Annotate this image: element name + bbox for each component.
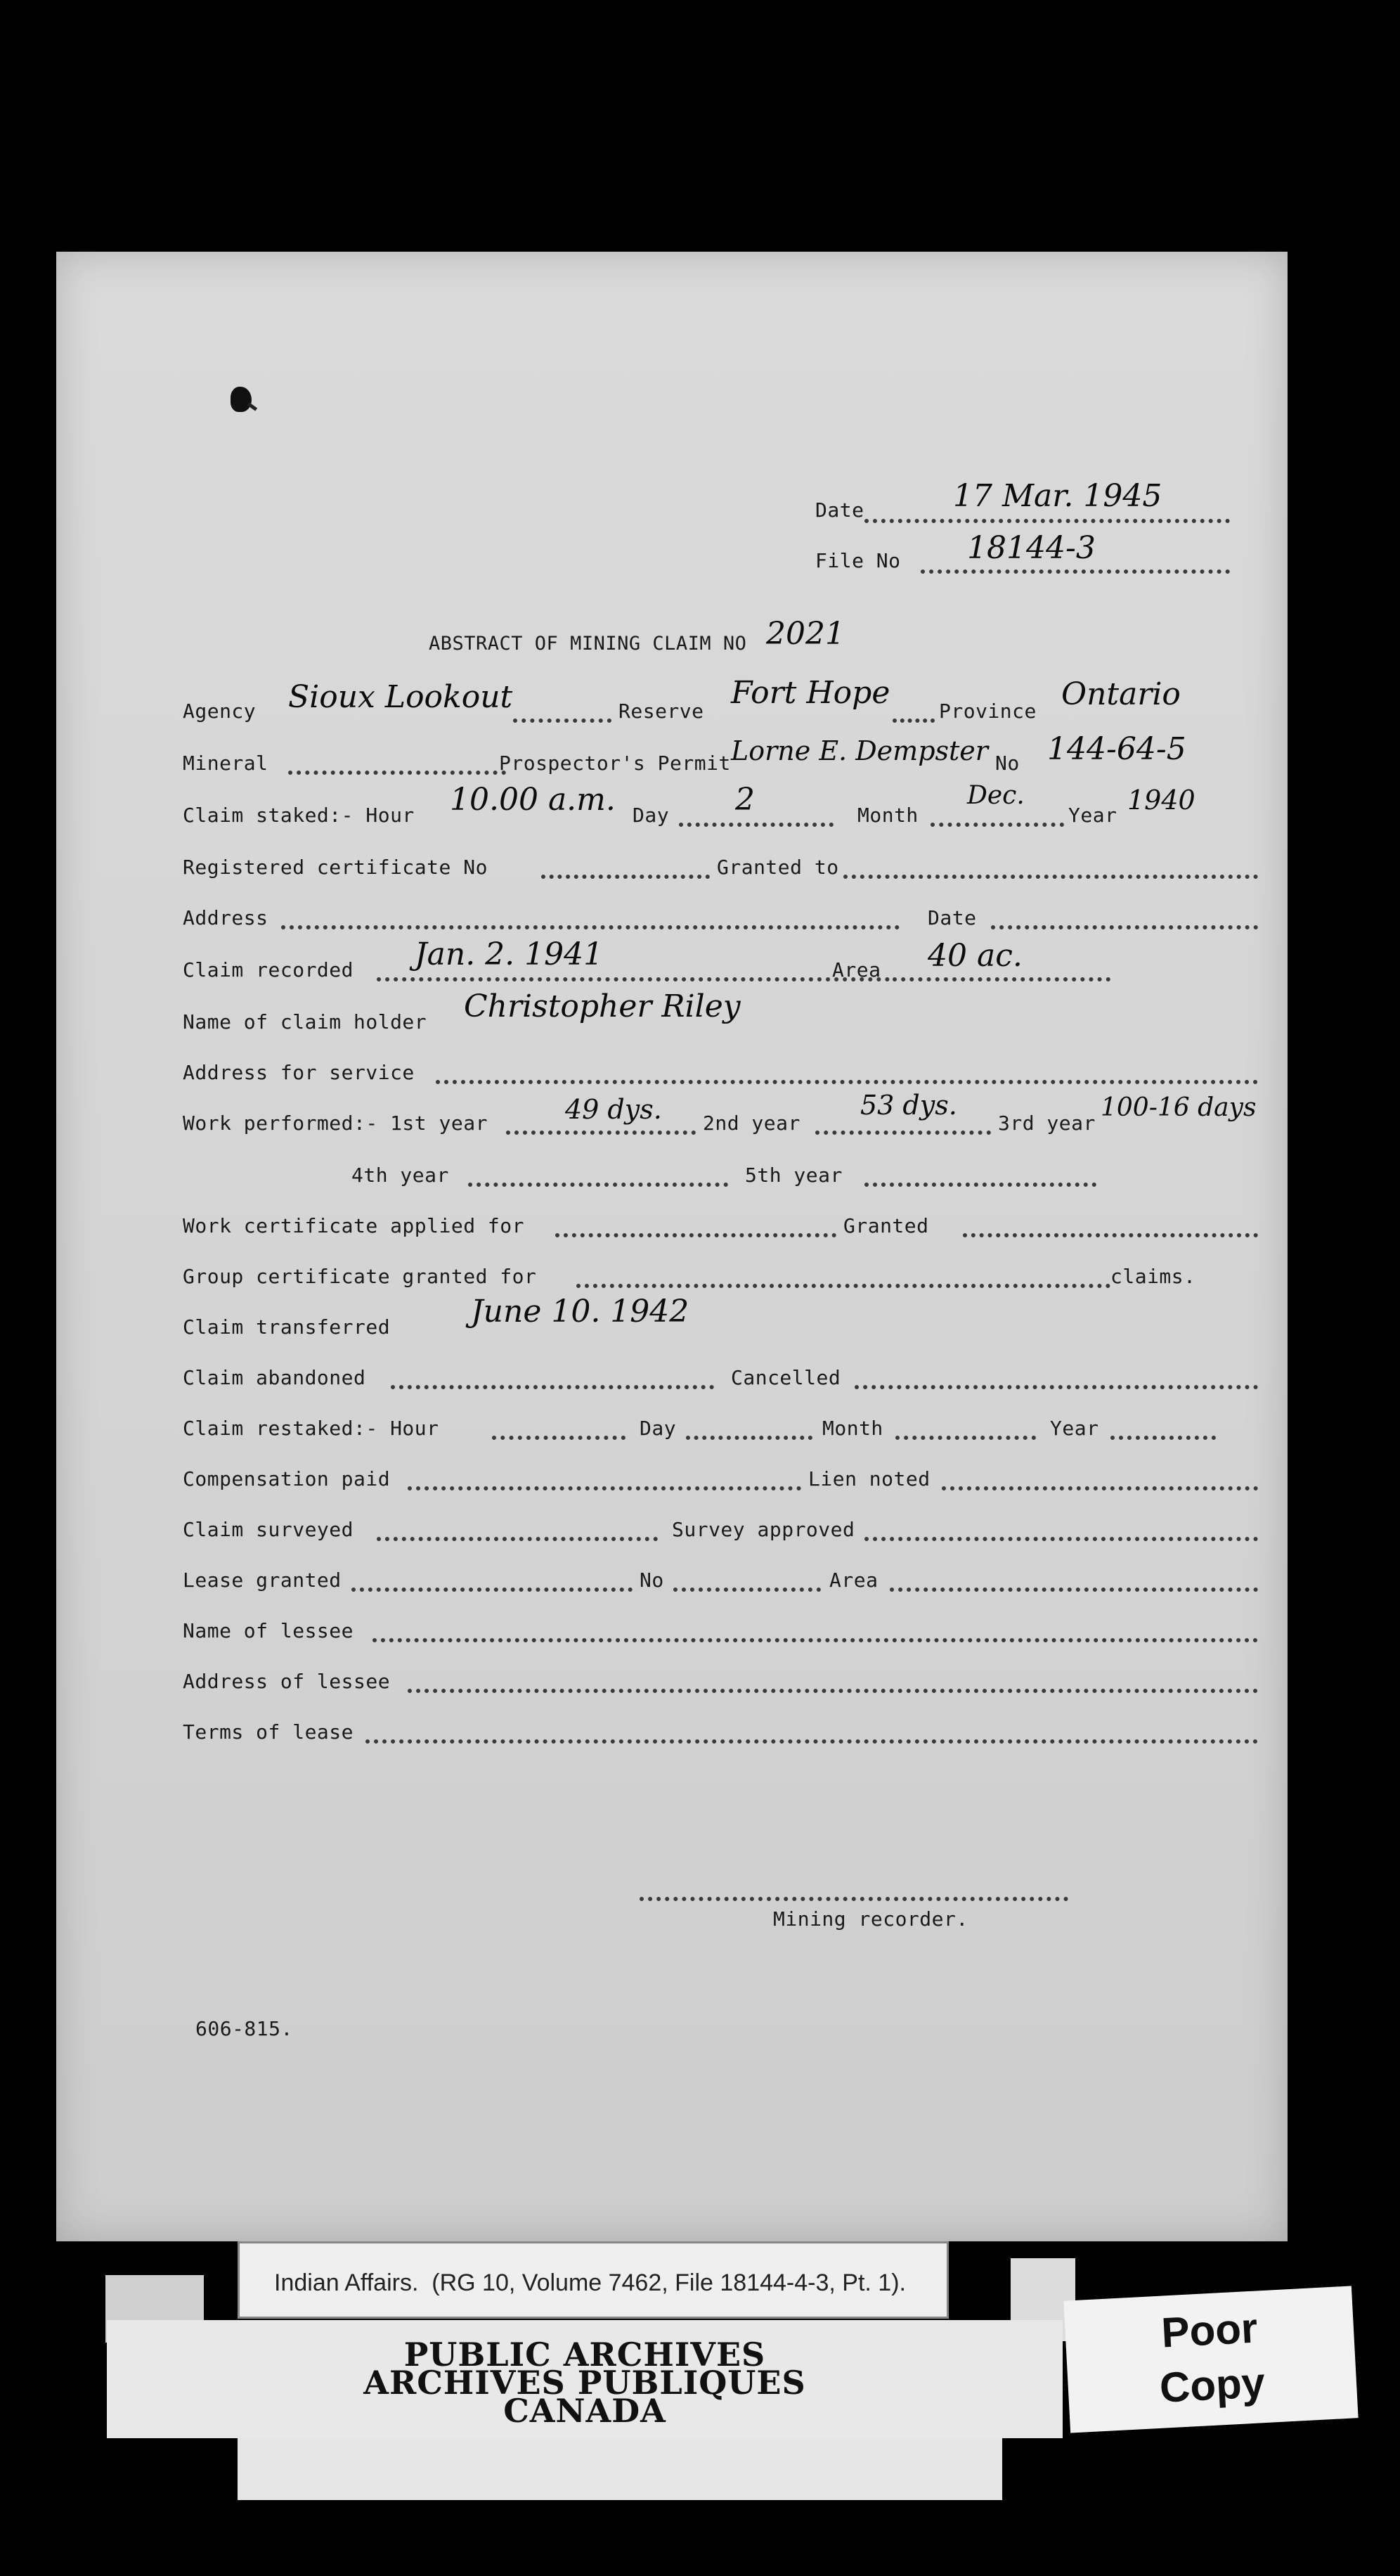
work-performed-label: Work performed:- 1st year (183, 1112, 488, 1135)
granted-to-line (843, 875, 1258, 879)
compensation-label: Compensation paid (183, 1467, 391, 1490)
lease-no-line (673, 1588, 821, 1592)
area-line (893, 977, 1110, 981)
granted-line (963, 1233, 1258, 1237)
work-y2-line (815, 1131, 991, 1135)
work-y5-label: 5th year (745, 1164, 843, 1187)
recorded-label: Claim recorded (183, 958, 354, 981)
cancelled-line (855, 1385, 1258, 1389)
abandoned-label: Claim abandoned (183, 1366, 366, 1389)
address-line (281, 925, 900, 929)
address-date-line (991, 925, 1258, 929)
registered-cert-line (541, 875, 710, 879)
poor-copy-line1: Poor (1160, 2304, 1259, 2357)
date-label: Date (815, 498, 864, 522)
surveyed-label: Claim surveyed (183, 1518, 354, 1541)
group-cert-label: Group certificate granted for (183, 1265, 537, 1288)
date-value: 17 Mar. 1945 (953, 478, 1162, 514)
staked-day-value: 2 (735, 782, 755, 818)
restaked-month-label: Month (822, 1417, 883, 1440)
staked-label: Claim staked:- Hour (183, 804, 415, 827)
work-y4-label: 4th year (351, 1164, 449, 1187)
address-label: Address (183, 906, 268, 929)
transferred-label: Claim transferred (183, 1315, 391, 1339)
staked-year-value: 1940 (1127, 785, 1195, 816)
survey-approved-label: Survey approved (672, 1518, 855, 1541)
area-value: 40 ac. (928, 938, 1023, 974)
work-cert-line (555, 1233, 836, 1237)
reserve-label: Reserve (618, 700, 704, 723)
work-y3-label: 3rd year (998, 1112, 1096, 1135)
date-line (864, 519, 1230, 523)
file-no-value: 18144-3 (967, 530, 1096, 566)
staked-month-line (931, 823, 1064, 827)
poor-copy-line2: Copy (1158, 2359, 1266, 2411)
mineral-label: Mineral (183, 752, 268, 775)
restaked-label: Claim restaked:- Hour (183, 1417, 439, 1440)
province-value: Ontario (1061, 676, 1181, 712)
recorder-signature-line (640, 1897, 1068, 1901)
poor-copy-label (1063, 2286, 1358, 2433)
registered-cert-label: Registered certificate No (183, 856, 488, 879)
permit-no-value: 144-64-5 (1047, 731, 1186, 767)
lessee-name-label: Name of lessee (183, 1619, 354, 1642)
granted-to-label: Granted to (717, 856, 839, 879)
claims-label: claims. (1110, 1265, 1196, 1288)
cancelled-label: Cancelled (731, 1366, 841, 1389)
form-title: ABSTRACT OF MINING CLAIM NO (429, 633, 747, 655)
granted-label: Granted (843, 1214, 929, 1237)
staked-year-label: Year (1068, 804, 1117, 827)
claim-number: 2021 (766, 616, 845, 652)
lease-no-label: No (640, 1569, 664, 1592)
lease-area-label: Area (829, 1569, 879, 1592)
agency-value: Sioux Lookout (288, 679, 513, 715)
punch-hole-mark (231, 387, 252, 412)
permit-no-label: No (995, 752, 1020, 775)
service-address-label: Address for service (183, 1061, 415, 1084)
restaked-year-line (1110, 1436, 1216, 1440)
terms-label: Terms of lease (183, 1720, 354, 1744)
restaked-hour-line (492, 1436, 626, 1440)
restaked-day-line (686, 1436, 812, 1440)
abandoned-line (391, 1385, 714, 1389)
group-cert-line (576, 1284, 1110, 1288)
lease-area-line (890, 1588, 1258, 1592)
holder-value: Christopher Riley (464, 988, 741, 1024)
restaked-day-label: Day (640, 1417, 677, 1440)
reserve-line (893, 719, 935, 723)
staked-hour-value: 10.00 a.m. (450, 782, 616, 818)
staked-month-value: Dec. (967, 781, 1025, 810)
recorded-line (377, 977, 890, 981)
mining-claim-form (56, 252, 1288, 2241)
agency-label: Agency (183, 700, 257, 723)
work-cert-label: Work certificate applied for (183, 1214, 525, 1237)
mining-recorder-label: Mining recorder. (773, 1907, 968, 1931)
recorded-value: Jan. 2. 1941 (415, 936, 604, 972)
lease-granted-line (351, 1588, 633, 1592)
stamp-bottom-strip (238, 2438, 1002, 2500)
lessee-name-line (372, 1638, 1258, 1642)
lien-label: Lien noted (808, 1467, 931, 1490)
prospector-value: Lorne E. Dempster (731, 735, 988, 766)
work-y5-line (864, 1183, 1096, 1187)
work-y1-line (506, 1131, 696, 1135)
transferred-value: June 10. 1942 (471, 1294, 689, 1329)
lessee-address-label: Address of lessee (183, 1670, 391, 1693)
terms-line (365, 1739, 1258, 1744)
staked-day-label: Day (633, 804, 670, 827)
work-y3-value: 100-16 days (1101, 1093, 1257, 1122)
restaked-year-label: Year (1050, 1417, 1099, 1440)
holder-label: Name of claim holder (183, 1010, 427, 1033)
work-y2-label: 2nd year (703, 1112, 801, 1135)
survey-approved-line (864, 1537, 1258, 1541)
restaked-month-line (895, 1436, 1036, 1440)
surveyed-line (377, 1537, 658, 1541)
province-label: Province (939, 700, 1037, 723)
citation-text: Indian Affairs. (RG 10, Volume 7462, File 18144-4-3, Pt. 1). (274, 2269, 906, 2296)
archives-line-country: CANADA (503, 2392, 666, 2430)
work-y2-value: 53 dys. (860, 1090, 957, 1121)
lessee-address-line (408, 1689, 1258, 1693)
work-y4-line (468, 1183, 728, 1187)
mineral-line (288, 771, 506, 775)
archives-line-french: ARCHIVES PUBLIQUES (363, 2364, 806, 2402)
prospector-label: Prospector's Permit (499, 752, 731, 775)
work-y1-value: 49 dys. (565, 1094, 662, 1125)
staked-day-line (679, 823, 834, 827)
reserve-value: Fort Hope (731, 675, 890, 711)
agency-line (513, 719, 611, 723)
address-date-label: Date (928, 906, 977, 929)
form-number: 606-815. (195, 2017, 293, 2040)
area-label: Area (832, 958, 881, 981)
lease-granted-label: Lease granted (183, 1569, 342, 1592)
compensation-line (408, 1486, 801, 1490)
public-archives-banner (107, 2320, 1063, 2438)
file-no-line (921, 569, 1230, 574)
service-address-line (436, 1080, 1258, 1084)
staked-month-label: Month (857, 804, 919, 827)
file-no-label: File No (815, 549, 901, 572)
lien-line (942, 1486, 1258, 1490)
archives-line-english: PUBLIC ARCHIVES (403, 2336, 766, 2374)
